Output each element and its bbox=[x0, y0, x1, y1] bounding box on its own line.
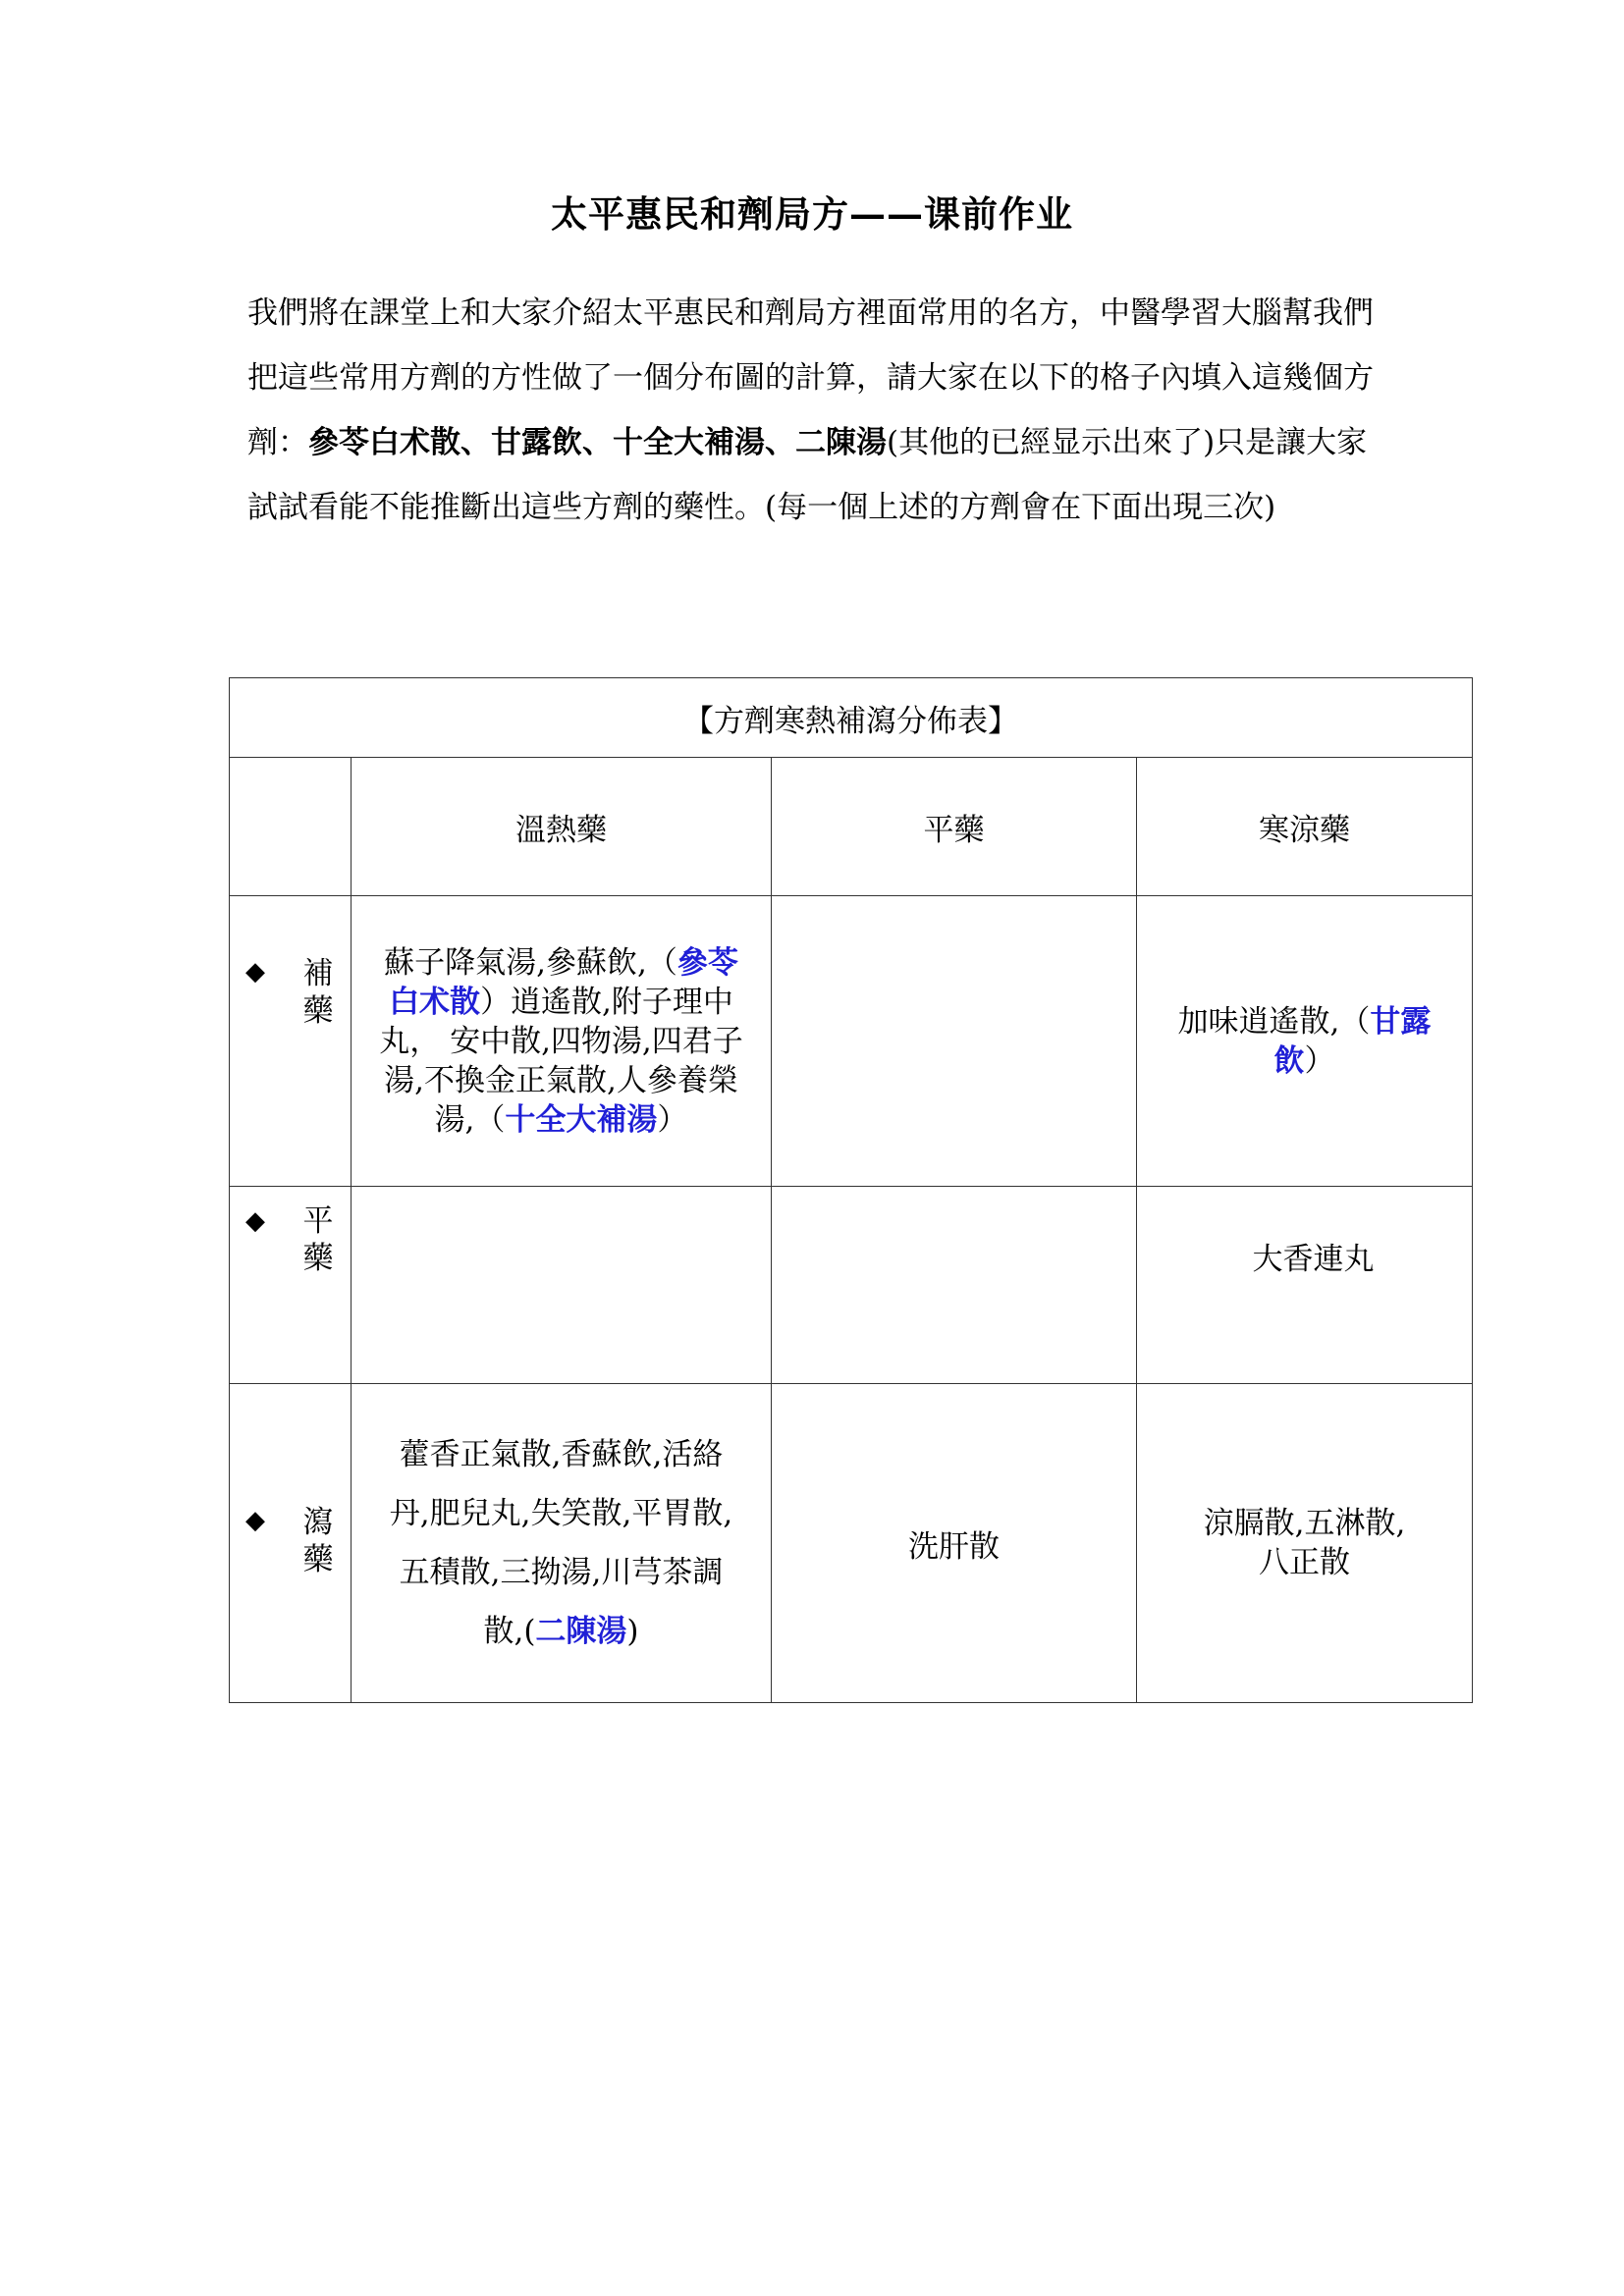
intro-text-2: (其他的已經显示出來了)只是讓大家試試看能不能推斷出這些方劑的藥性。(每一個上述的方劑會在下面出現三次) bbox=[247, 425, 1368, 525]
answer-blank[interactable]: 參苓白术散 bbox=[389, 944, 738, 1020]
intro-paragraph bbox=[247, 281, 1386, 540]
page-title: 太平惠民和劑局方——课前作业 bbox=[551, 192, 1073, 236]
cell-text: 大香連丸 bbox=[1252, 1242, 1375, 1277]
row-label-char: 藥 bbox=[302, 1241, 334, 1276]
diamond-bullet-icon: ◆ bbox=[245, 957, 265, 987]
answer-blank[interactable]: 甘露飲 bbox=[1273, 1003, 1432, 1079]
diamond-bullet-icon: ◆ bbox=[245, 1206, 265, 1236]
cell-text: ）逍遙散,附子理中丸， 安中散,四物湯,四君子湯,不換金正氣散,人參養榮湯,（ bbox=[379, 984, 743, 1138]
cell-text: 加味逍遙散,（ bbox=[1177, 1003, 1371, 1040]
cell-text: 涼膈散,五淋散,八正散 bbox=[1203, 1506, 1406, 1580]
cell-tonify-neutral bbox=[772, 896, 1137, 1187]
cell-tonify-cold bbox=[1137, 896, 1473, 1187]
row-label-neutral bbox=[230, 1187, 352, 1384]
col-header-warm: 溫熱藥 bbox=[352, 758, 772, 896]
row-label-char: 藥 bbox=[302, 1542, 334, 1577]
cell-text: 蘇子降氣湯,參蘇飲,（ bbox=[384, 944, 677, 981]
col-header-neutral: 平藥 bbox=[772, 758, 1137, 896]
formula-distribution-table bbox=[229, 677, 1473, 1703]
cell-purge-neutral: 洗肝散 bbox=[772, 1384, 1137, 1703]
intro-text-1: 我們將在課堂上和大家介紹太平惠民和劑局方裡面常用的名方，中醫學習大腦幫我們把這些常用方劑的方性做了一個分布圖的計算，請大家在以下的格子內填入這幾個方劑： bbox=[247, 295, 1374, 460]
answer-blank[interactable]: 十全大補湯 bbox=[505, 1101, 658, 1138]
cell-text: ） bbox=[1304, 1042, 1335, 1079]
table-caption: 【方劑寒熱補瀉分佈表】 bbox=[230, 678, 1473, 758]
cell-neutral-neutral bbox=[772, 1187, 1137, 1384]
diamond-bullet-icon: ◆ bbox=[245, 1506, 265, 1535]
col-header-cold: 寒涼藥 bbox=[1137, 758, 1473, 896]
cell-text: ) bbox=[626, 1614, 639, 1649]
intro-formula-list: 參苓白术散、甘露飲、十全大補湯、二陳湯 bbox=[308, 425, 887, 460]
cell-text: 藿香正氣散,香蘇飲,活絡丹,肥兒丸,失笑散,平胃散,五積散,三拗湯,川芎茶調散,( bbox=[389, 1437, 733, 1649]
cell-neutral-cold bbox=[1137, 1187, 1473, 1384]
row-label-char: 補 bbox=[302, 956, 334, 991]
cell-tonify-warm bbox=[352, 896, 772, 1187]
row-label-char: 平 bbox=[302, 1203, 334, 1239]
answer-blank[interactable]: 二陳湯 bbox=[535, 1614, 627, 1649]
cell-purge-warm bbox=[352, 1384, 772, 1703]
row-label-tonify bbox=[230, 896, 352, 1187]
row-label-char: 瀉 bbox=[302, 1505, 334, 1540]
row-label-purge bbox=[230, 1384, 352, 1703]
cell-purge-cold bbox=[1137, 1384, 1473, 1703]
cell-neutral-warm bbox=[352, 1187, 772, 1384]
corner-cell bbox=[230, 758, 352, 896]
row-label-char: 藥 bbox=[302, 993, 334, 1029]
cell-text: ） bbox=[657, 1101, 688, 1138]
